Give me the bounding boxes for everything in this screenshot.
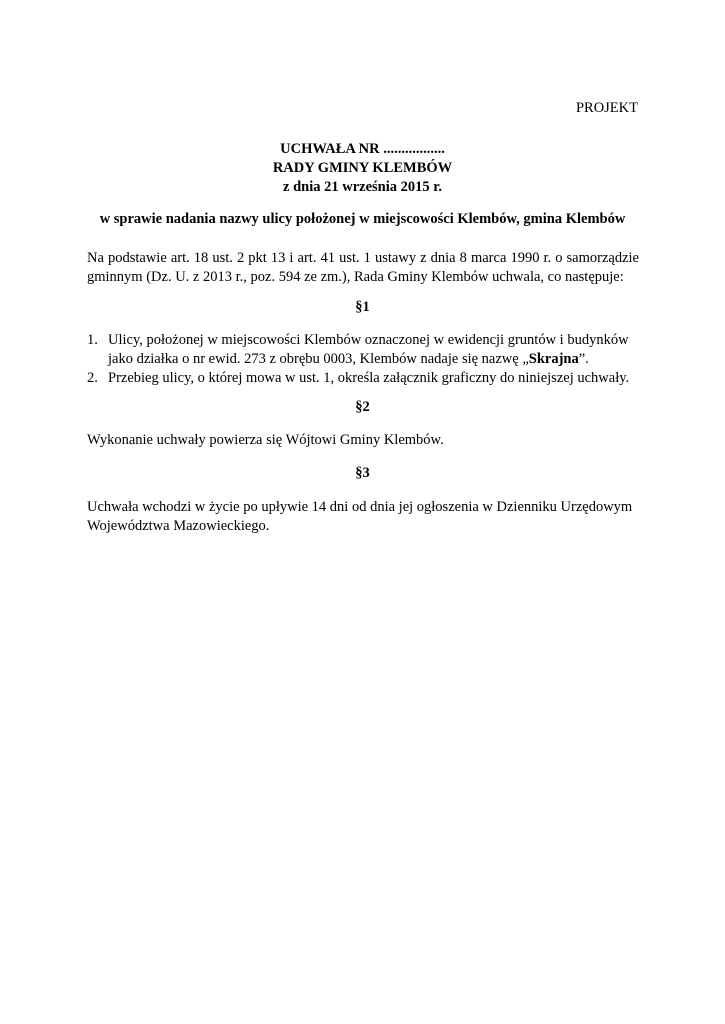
- section-2-text: Wykonanie uchwały powierza się Wójtowi Gminy Klembów.: [87, 432, 444, 448]
- list-item: [87, 369, 639, 388]
- section-1-list: [87, 331, 639, 388]
- projekt-stamp: PROJEKT: [575, 100, 638, 116]
- list-item-number: 1.: [87, 332, 98, 348]
- section-3-mark: §3: [355, 465, 370, 481]
- list-item-text-before: Ulicy, położonej w miejscowości Klembów oznaczonej w ewidencji gruntów i budynków jako działka o nr ewid. 273 z obrębu 0003, Klembów nadaje się nazwę „: [108, 332, 629, 367]
- resolution-subject: w sprawie nadania nazwy ulicy położonej w miejscowości Klembów, gmina Klembów: [99, 211, 626, 227]
- council-name: RADY GMINY KLEMBÓW: [272, 160, 453, 176]
- resolution-header: [0, 140, 725, 197]
- list-item: [87, 331, 639, 369]
- list-item-text-after: ”.: [578, 351, 589, 367]
- resolution-date: z dnia 21 września 2015 r.: [283, 179, 442, 195]
- section-1-mark: §1: [355, 299, 370, 315]
- section-3-text: Uchwała wchodzi w życie po upływie 14 dni od dnia jej ogłoszenia w Dzienniku Urzędowym Województwa Mazowieckiego.: [87, 499, 633, 534]
- list-item-text: Przebieg ulicy, o której mowa w ust. 1, określa załącznik graficzny do niniejszej uchwały.: [108, 370, 630, 386]
- street-name: Skrajna: [528, 351, 579, 367]
- section-2-mark: §2: [355, 399, 370, 415]
- list-item-text: [108, 332, 629, 367]
- list-item-number: 2.: [87, 370, 98, 386]
- legal-basis: Na podstawie art. 18 ust. 2 pkt 13 i art. 41 ust. 1 ustawy z dnia 8 marca 1990 r. o samorządzie gminnym (Dz. U. z 2013 r., poz. 594 ze zm.), Rada Gminy Klembów uchwala, co następuje:: [87, 250, 639, 285]
- resolution-number: UCHWAŁA NR .................: [280, 141, 445, 157]
